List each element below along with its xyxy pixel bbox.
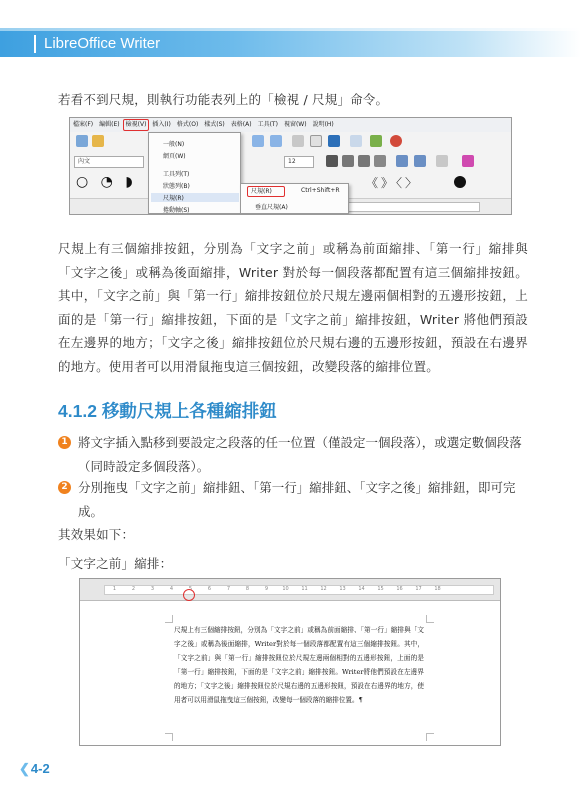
font-color-icon[interactable] (462, 155, 474, 167)
new-icon[interactable] (76, 135, 88, 147)
menu-bar (70, 118, 512, 132)
ruler-tick: 13 (339, 586, 346, 592)
step-number-badge: 2 (58, 481, 71, 494)
shape-symbols: ○ ◔ ◗ (76, 174, 137, 190)
submenu-item-ruler[interactable]: 尺規(R) (247, 186, 285, 197)
clear-format-icon[interactable] (436, 155, 448, 167)
ruler-tick: 10 (282, 586, 289, 592)
menu-view[interactable]: 檢視(V) (123, 119, 150, 131)
ruler-tick: 11 (301, 586, 308, 592)
find-icon[interactable] (292, 135, 304, 147)
spellcheck-icon[interactable] (310, 135, 322, 147)
menu-format[interactable]: 格式(O) (176, 121, 199, 128)
menu-item-statusbar[interactable]: 狀態列(B) (163, 183, 190, 190)
ruler-tick: 6 (207, 586, 212, 592)
ruler-tick: 16 (396, 586, 403, 592)
bracket-symbols: 《》〈〉 (366, 176, 421, 190)
undo-icon[interactable] (252, 135, 264, 147)
menu-insert[interactable]: 插入(I) (152, 121, 171, 128)
circle-symbol (454, 176, 466, 188)
view-dropdown-menu (148, 132, 241, 214)
menu-help[interactable]: 說明(H) (312, 121, 334, 128)
step-1 (58, 431, 528, 479)
menu-item-ruler[interactable]: 尺規(R) (151, 193, 239, 202)
image-icon[interactable] (370, 135, 382, 147)
ruler-tick: 4 (169, 586, 174, 592)
ruler-tick: 2 (131, 586, 136, 592)
superscript-icon[interactable] (396, 155, 408, 167)
menu-window[interactable]: 視窗(W) (283, 121, 307, 128)
paragraph-style-box[interactable]: 內文 (74, 156, 144, 168)
ruler-tick: 7 (226, 586, 231, 592)
redo-icon[interactable] (270, 135, 282, 147)
document-paragraph[interactable]: 尺規上有三個縮排按鈕，分別為「文字之前」或稱為前面縮排、「第一行」縮排與「文字之後」或稱為後面縮排，Writer對於每一個段落都配置有這三個縮排按鈕。其中，「文字之前」與「第一行」縮排按鈕位於尺規左邊兩個相對的五邊形按鈕，上面的是「第一行」縮排按鈕，下面的是「文字之前」縮排按鈕。Writer將他們預設在左邊界的地方；「文字之後」縮排按鈕位於尺規右邊的五邊形按鈕，預設在右邊界的地方，使用者可以用滑鼠拖曳這三個按鈕，改變每一個段落的縮排位置。¶ (174, 626, 424, 704)
menu-item-normal[interactable]: 一般(N) (163, 141, 185, 148)
ruler-tick: 17 (415, 586, 422, 592)
ruler-tick: 18 (434, 586, 441, 592)
submenu-item-vertical-ruler[interactable]: 垂直尺規(A) (255, 204, 288, 211)
section-heading (58, 398, 277, 423)
standard-toolbar (70, 132, 512, 152)
ruler-ticks (104, 585, 494, 595)
menu-edit[interactable]: 編輯(E) (99, 121, 120, 128)
menu-styles[interactable]: 樣式(S) (204, 121, 225, 128)
font-size-box[interactable]: 12 (284, 156, 314, 168)
margin-corner (165, 615, 173, 623)
formatting-marks-icon[interactable] (328, 135, 340, 147)
indent-marker-highlight (183, 589, 195, 601)
screenshot-indent-result (79, 578, 501, 746)
menu-item-scrollbars[interactable]: 捲動軸(S) (163, 207, 190, 214)
bold-icon[interactable] (326, 155, 338, 167)
margin-corner (426, 615, 434, 623)
effect-label: 其效果如下： (58, 527, 135, 542)
step-2 (58, 476, 528, 524)
formatting-toolbar (70, 152, 512, 172)
ruler-tick: 5 (188, 586, 193, 592)
menu-file[interactable]: 檔案(F) (73, 121, 94, 128)
header-band (0, 31, 581, 57)
ruler-submenu (240, 183, 349, 214)
page-number (19, 761, 50, 777)
step-text: 將文字插入點移到要設定之段落的任一位置（僅設定一個段落），或選定數個段落（同時設定多個段落）。 (78, 435, 522, 474)
ruler-tick: 12 (320, 586, 327, 592)
menu-item-toolbars[interactable]: 工具列(T) (163, 171, 190, 178)
menu-item-web[interactable]: 網頁(W) (163, 153, 186, 160)
submenu-shortcut: Ctrl+Shift+R (301, 187, 340, 194)
intro-paragraph: 若看不到尺規，則執行功能表列上的「檢視 / 尺規」命令。 (58, 92, 389, 107)
step-number-badge: 1 (58, 436, 71, 449)
chart-icon[interactable] (390, 135, 402, 147)
table-icon[interactable] (350, 135, 362, 147)
header-divider (34, 35, 36, 53)
ruler-tick: 14 (358, 586, 365, 592)
body-paragraph: 尺規上有三個縮排按鈕，分別為「文字之前」或稱為前面縮排、「第一行」縮排與「文字之後」或稱為後面縮排，Writer 對於每一個段落都配置有這三個縮排按鈕。其中，「文字之前」與「第一行」縮排按鈕位於尺規左邊兩個相對的五邊形按鈕，上面的是「第一行」縮排按鈕，下面的是「文字之前」縮排按鈕，Writer 將他們預設在左邊界的地方；「文字之後」縮排按鈕位於尺規右邊的五邊形按鈕，預設在右邊界的地方。使用者可以用滑鼠拖曳這三個按鈕，改變段落的縮排位置。 (58, 241, 528, 374)
book-title: LibreOffice Writer (44, 35, 161, 52)
italic-icon[interactable] (342, 155, 354, 167)
page-number-text: 4-2 (30, 761, 50, 776)
underline-icon[interactable] (358, 155, 370, 167)
section-number: 4.1.2 (58, 401, 97, 421)
figure-caption: 「文字之前」縮排： (58, 556, 173, 571)
strikethrough-icon[interactable] (374, 155, 386, 167)
ruler-tick: 15 (377, 586, 384, 592)
margin-corner (165, 733, 173, 741)
ruler-tick: 9 (264, 586, 269, 592)
chevron-left-icon: ❮ (19, 761, 30, 776)
subscript-icon[interactable] (414, 155, 426, 167)
ruler-tick: 3 (150, 586, 155, 592)
step-text: 分別拖曳「文字之前」縮排鈕、「第一行」縮排鈕、「文字之後」縮排鈕，即可完成。 (78, 480, 516, 519)
ruler-tick: 1 (112, 586, 117, 592)
screenshot-view-menu (69, 117, 512, 215)
document-ruler[interactable] (80, 579, 501, 601)
menu-tools[interactable]: 工具(T) (257, 121, 278, 128)
section-title: 移動尺規上各種縮排鈕 (101, 401, 277, 421)
margin-corner (426, 733, 434, 741)
ruler-tick: 8 (245, 586, 250, 592)
menu-table[interactable]: 表格(A) (230, 121, 252, 128)
open-icon[interactable] (92, 135, 104, 147)
